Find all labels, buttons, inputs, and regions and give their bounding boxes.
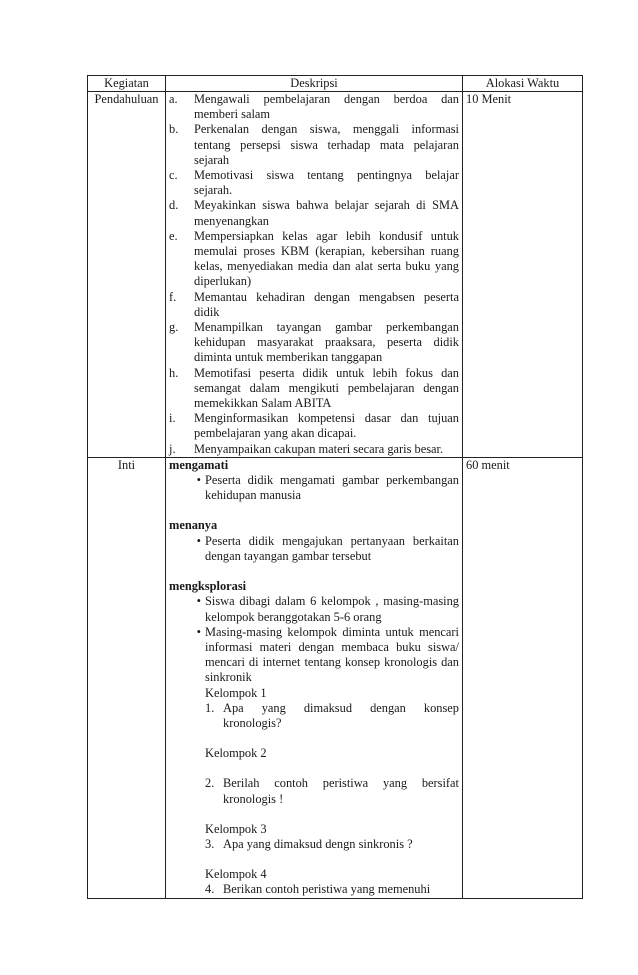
phase-mengksplorasi-title: mengksplorasi [169, 579, 247, 594]
list-item: g. Menampilkan tayangan gambar perkembangan kehidupan masyarakat praaksara, peserta didik diminta untuk memberikan tanggapan [169, 320, 459, 365]
phase-mengamati-title: mengamati [169, 457, 229, 472]
list-item: f. Memantau kehadiran dengan mengabsen peserta didik [169, 289, 459, 319]
bullet-icon: • [196, 594, 201, 609]
kegiatan-pendahuluan: Pendahuluan [88, 92, 166, 458]
lesson-plan-table [87, 75, 583, 899]
list-item: e. Mempersiapkan kelas agar lebih kondusif untuk memulai proses KBM (kerapian, kebersihan ruang kelas, menyediakan media dan alat serta buku yang diperlukan) [169, 228, 459, 289]
list-item: a. Mengawali pembelajaran dengan berdoa dan memberi salam [169, 92, 459, 122]
header-kegiatan: Kegiatan [88, 76, 166, 92]
kelompok-label: Kelompok 3 [205, 821, 267, 836]
kelompok-label: Kelompok 4 [205, 867, 267, 882]
bullet-icon: • [196, 473, 201, 488]
alokasi-inti: 60 menit [463, 457, 583, 898]
mengksplorasi-list [169, 594, 459, 685]
kelompok-1 [169, 686, 459, 732]
question: 3. Apa yang dimaksud dengn sinkronis ? [205, 836, 413, 851]
row-pendahuluan [88, 92, 583, 458]
alokasi-pendahuluan: 10 Menit [463, 92, 583, 458]
row-inti [88, 457, 583, 898]
pendahuluan-list [169, 92, 459, 457]
list-item: d. Meyakinkan siswa bahwa belajar sejarah di SMA menyenangkan [169, 198, 459, 228]
kelompok-label: Kelompok 1 [205, 685, 267, 700]
deskripsi-pendahuluan [166, 92, 463, 458]
list-item: h. Memotifasi peserta didik untuk lebih fokus dan semangat dalam mengikuti pembelajaran dengan memekikkan Salam ABITA [169, 365, 459, 411]
kelompok-label: Kelompok 2 [205, 746, 267, 761]
kegiatan-inti: Inti [88, 457, 166, 898]
kelompok-3 [169, 822, 459, 852]
list-item: i. Menginformasikan kompetensi dasar dan tujuan pembelajaran yang akan dicapai. [169, 411, 459, 441]
list-item: c. Memotivasi siswa tentang pentingnya belajar sejarah. [169, 168, 459, 198]
list-item: • Masing-masing kelompok diminta untuk mencari informasi materi dengan membaca buku siswa/ mencari di internet tentang konsep kronologis dan sinkronik [169, 625, 459, 686]
deskripsi-inti [166, 457, 463, 898]
question: 2. Berilah contoh peristiwa yang bersifat kronologis ! [205, 776, 459, 806]
kelompok-2 [169, 746, 459, 807]
bullet-icon: • [196, 624, 201, 639]
kelompok-4 [169, 867, 459, 897]
bullet-icon: • [196, 533, 201, 548]
list-item: • Peserta didik mengamati gambar perkembangan kehidupan manusia [169, 473, 459, 503]
mengamati-list [169, 473, 459, 503]
question: 1. Apa yang dimaksud dengan konsep kronologis? [205, 700, 459, 730]
menanya-list [169, 534, 459, 564]
list-item: • Siswa dibagi dalam 6 kelompok , masing-masing kelompok beranggotakan 5-6 orang [169, 594, 459, 624]
list-item: b. Perkenalan dengan siswa, menggali informasi tentang persepsi siswa terhadap mata pelajaran sejarah [169, 122, 459, 167]
list-item: j. Menyampaikan cakupan materi secara garis besar. [169, 441, 444, 456]
phase-menanya-title: menanya [169, 518, 218, 533]
header-alokasi: Alokasi Waktu [463, 76, 583, 92]
question: 4. Berikan contoh peristiwa yang memenuhi [205, 882, 431, 897]
header-deskripsi: Deskripsi [166, 76, 463, 92]
table-header-row [88, 76, 583, 92]
list-item: • Peserta didik mengajukan pertanyaan berkaitan dengan tayangan gambar tersebut [169, 534, 459, 564]
